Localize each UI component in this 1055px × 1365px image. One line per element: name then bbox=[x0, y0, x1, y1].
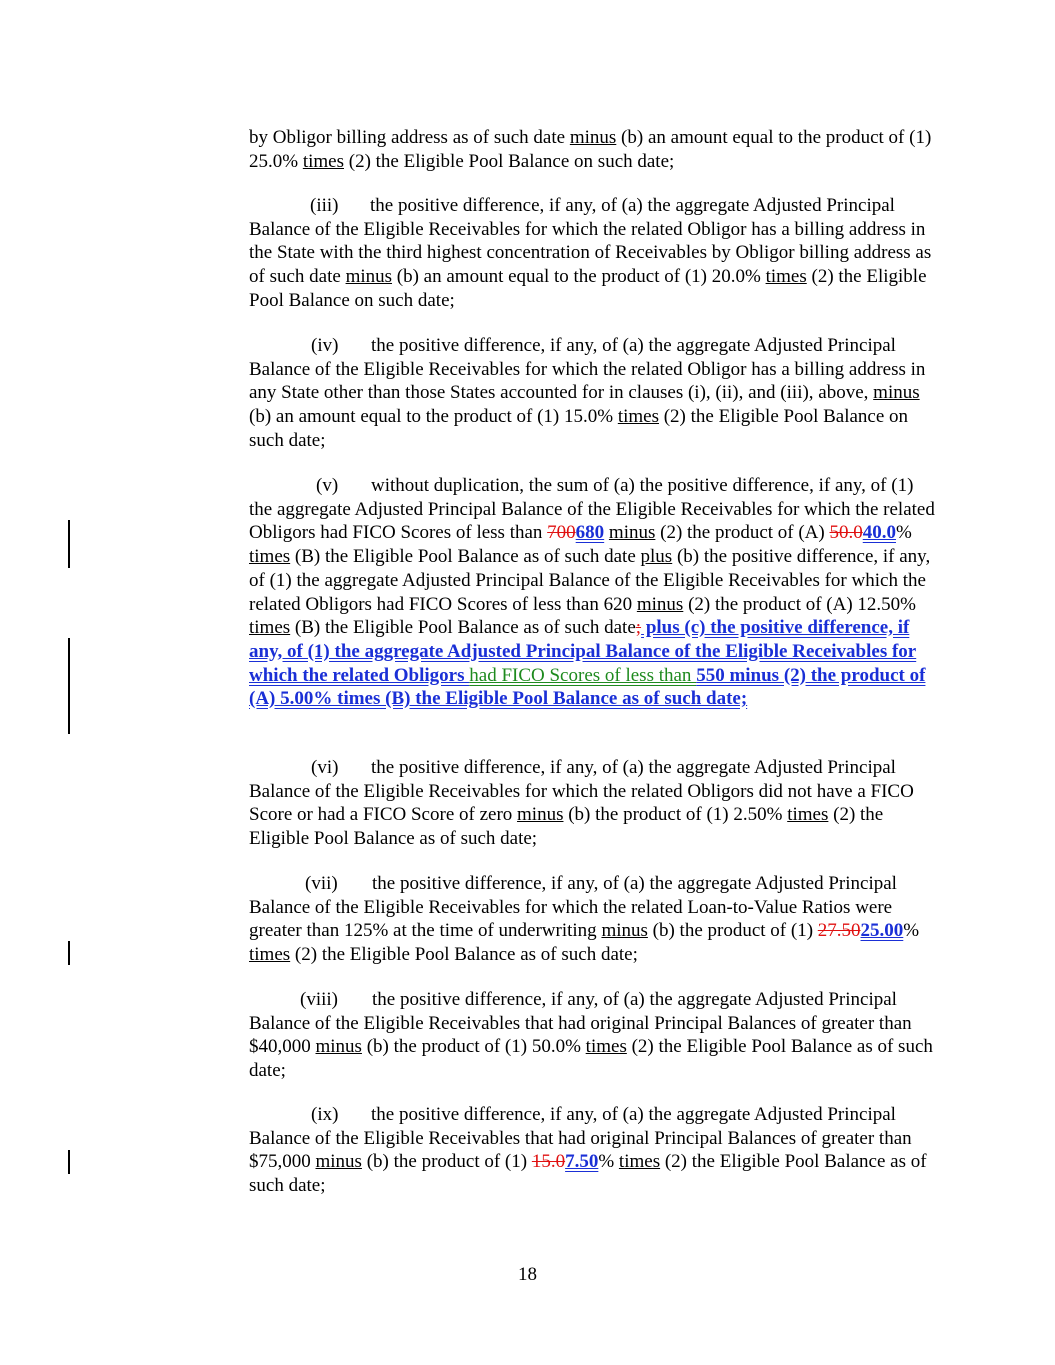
inserted-text: 25.00 bbox=[860, 920, 904, 942]
times-term: times bbox=[618, 1151, 661, 1173]
deleted-text: ; bbox=[635, 617, 642, 639]
inserted-text: plus (c) the positive difference, if any, of (1) the aggregate Adjusted Principal Balance of the Eligible Receivables for which the related Obligors bbox=[249, 617, 917, 686]
clause-number: (vi) bbox=[311, 757, 339, 778]
moved-text: had FICO Scores of less than bbox=[469, 664, 697, 686]
minus-term: minus bbox=[569, 127, 617, 148]
clause-iii: (iii) the positive difference, if any, of (a) the aggregate Adjusted Principal Balance of the Eligible Receivables for which the related Obligor has a billing address in the State with the third highest concentration of Receivables by Obligor billing address as of such date minus (b) an amount equal to the product of (1) 20.0% times (2) the Eligible Pool Balance on such date; bbox=[249, 195, 932, 311]
minus-term: minus bbox=[608, 522, 656, 544]
clause-number: (ix) bbox=[311, 1104, 339, 1125]
deleted-text: 50.0 bbox=[829, 522, 863, 544]
minus-term: minus bbox=[315, 1151, 362, 1173]
minus-term: minus bbox=[517, 804, 564, 826]
deleted-text: 27.50 bbox=[817, 920, 861, 942]
times-term: times bbox=[249, 617, 291, 639]
change-bar bbox=[68, 638, 70, 734]
times-term: times bbox=[617, 406, 659, 428]
deleted-text: 700 bbox=[547, 522, 576, 544]
clause-number: (viii) bbox=[300, 989, 338, 1010]
clause-number: (v) bbox=[316, 475, 339, 496]
clause-number: (vii) bbox=[305, 873, 338, 894]
change-bar bbox=[68, 1150, 70, 1174]
inserted-text: 680 bbox=[575, 522, 605, 544]
minus-term: minus bbox=[601, 920, 648, 942]
clause-number: (iv) bbox=[311, 335, 339, 356]
times-term: times bbox=[249, 546, 291, 568]
page-number: 18 bbox=[518, 1264, 537, 1285]
deleted-text: 15.0 bbox=[531, 1151, 566, 1173]
inserted-text: 40.0 bbox=[862, 522, 896, 544]
change-bar bbox=[68, 520, 70, 568]
minus-term: minus bbox=[315, 1036, 362, 1058]
clause-ix: (ix) the positive difference, if any, of (a) the aggregate Adjusted Principal Balance of the Eligible Receivables that had original Principal Balances of greater than $75,000 minus (b) the product of (1) 15.07.50% times (2) the Eligible Pool Balance as of such date; bbox=[249, 1104, 927, 1197]
clause-number: (iii) bbox=[310, 195, 339, 216]
inserted-text: 7.50 bbox=[565, 1151, 599, 1173]
times-term: times bbox=[787, 804, 829, 826]
clause-vi: (vi) the positive difference, if any, of (a) the aggregate Adjusted Principal Balance of the Eligible Receivables for which the related Obligors did not have a FICO Score or had a FICO Score of zero minus (b) the product of (1) 2.50% times (2) the Eligible Pool Balance as of such date; bbox=[249, 757, 914, 850]
minus-term: minus bbox=[873, 382, 920, 404]
paragraph-continuation: by Obligor billing address as of such date minus (b) an amount equal to the product of (1) 25.0% times (2) the Eligible Pool Balance on such date; bbox=[249, 127, 932, 172]
minus-term: minus bbox=[345, 266, 393, 288]
clause-viii: (viii) the positive difference, if any, of (a) the aggregate Adjusted Principal Balance of the Eligible Receivables that had original Principal Balances of greater than $40,000 minus (b) the product of (1) 50.0% times (2) the Eligible Pool Balance as of such date; bbox=[249, 989, 933, 1082]
minus-term: minus bbox=[636, 593, 684, 615]
clause-v: (v) without duplication, the sum of (a) the positive difference, if any, of (1) the aggregate Adjusted Principal Balance of the Eligible Receivables for which the related Obligors had FICO Scores of less than 700680 minus (2) the product of (A) 50.040.0% times (B) the Eligible Pool Balance as of such date plus (b) the positive difference, if any, of (1) the aggregate Adjusted Principal Balance of the Eligible Receivables for which the related Obligors had FICO Scores of less than 620 minus (2) the product of (A) 12.50% times (B) the Eligible Pool Balance as of such date; plus (c) the positive difference, if any, of (1) the aggregate Adjusted Principal Balance of the Eligible Receivables for which the related Obligors had FICO Scores of less than 550 minus (2) the product of (A) 5.00% times (B) the Eligible Pool Balance as of such date; bbox=[249, 475, 935, 710]
times-term: times bbox=[585, 1036, 627, 1058]
times-term: times bbox=[249, 944, 291, 966]
plus-term: plus bbox=[640, 546, 673, 568]
times-term: times bbox=[765, 266, 807, 288]
clause-iv: (iv) the positive difference, if any, of (a) the aggregate Adjusted Principal Balance of the Eligible Receivables for which the related Obligor has a billing address in any State other than those States accounted for in clauses (i), (ii), and (iii), above, minus (b) an amount equal to the product of (1) 15.0% times (2) the Eligible Pool Balance on such date; bbox=[249, 335, 926, 451]
change-bar bbox=[68, 941, 70, 965]
clause-vii: (vii) the positive difference, if any, of (a) the aggregate Adjusted Principal Balance of the Eligible Receivables for which the related Loan-to-Value Ratios were greater than 125% at the time of underwriting minus (b) the product of (1) 27.5025.00% times (2) the Eligible Pool Balance as of such date; bbox=[249, 873, 920, 966]
times-term: times bbox=[302, 150, 344, 172]
inserted-text: 550 minus (2) the product of (A) 5.00% times (B) the Eligible Pool Balance as of such date; bbox=[249, 664, 926, 710]
